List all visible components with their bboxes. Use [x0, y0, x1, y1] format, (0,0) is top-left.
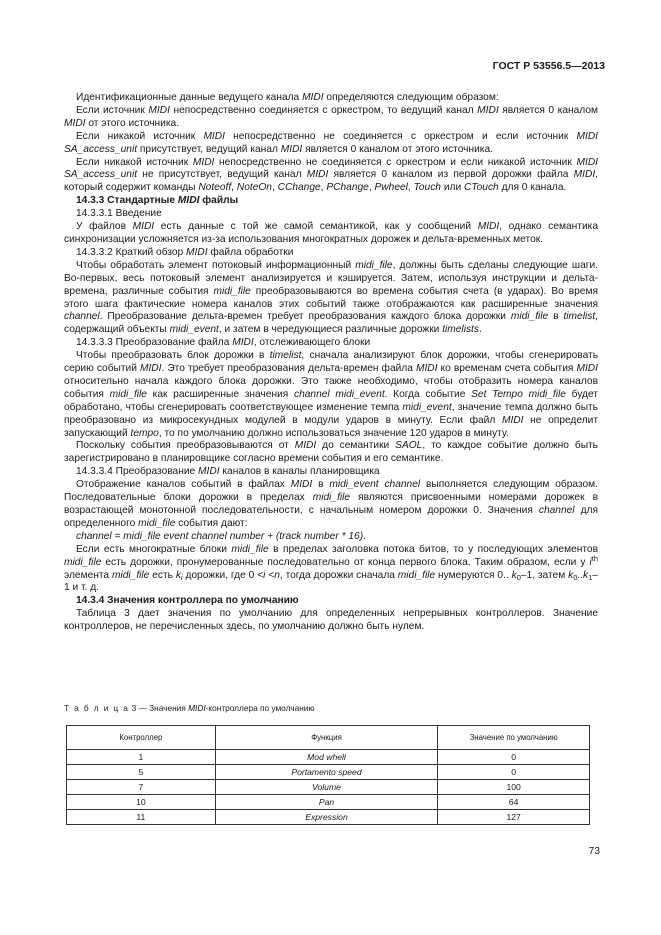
table-cell: Volume	[215, 780, 438, 795]
paragraph: Если никакой источник MIDI непосредственно не соединяется с оркестром и если никакой источник MIDI SA_access_unit не присутствует, ведущий канал MIDI является 0 каналом из первой дорожки файла MIDI, который содержит команды Noteoff, NoteOn, CChange, PChange, Pwheel, Touch или CTouch для 0 канала.	[64, 156, 599, 194]
table-cell: Mod whell	[215, 750, 438, 765]
table-cell: 64	[438, 795, 590, 810]
section-heading-14-3-3-3: 14.3.3.3 Преобразование файла MIDI, отслеживающего блоки	[76, 337, 371, 349]
table-cell: Portamento speed	[215, 765, 438, 780]
paragraph: Таблица 3 дает значения по умолчанию для определенных непрерывных контроллеров. Значение контроллеров, не перечисленных здесь, по умолчанию должно быть нулем.	[64, 608, 598, 633]
paragraph: Чтобы обработать элемент потоковый информационный midi_file, должны быть сделаны следующие шаги. Во-первых, весь потоковый элемент анализируется и кэшируется. Затем, используя инструкции и дельта-времена, различные события midi_file преобразовываются во времена события счета (в ударах). Во время этого шага фактические номера каналов этих событий также отображаются как расширенные значения channel. Преобразование дельта-времен требует преобразования каждого блока дорожки midi_file в timelist, содержащий объекты midi_event, и затем в чередующиеся различные дорожки timelists.	[64, 259, 599, 336]
table-cell: 11	[67, 810, 216, 825]
table-caption: Т а б л и ц а 3 — Значения MIDI-контроллера по умолчанию	[64, 703, 315, 713]
table-cell: Pan	[215, 795, 438, 810]
table-header-row	[67, 726, 590, 750]
paragraph: Если есть многократные блоки midi_file в пределах заголовка потока битов, то у последующих элементов midi_file есть дорожки, пронумерованные последовательно от конца первого блока. Таким образом, если у $i^{th}$ элемента midi_file есть $k_i$ дорожки, где 0 <i <n, тогда дорожки сначала midi_file нумеруются 0.. $k_0-1$, затем $k_0..k_1-1$ и т. д.	[64, 543, 599, 594]
table-row	[67, 780, 590, 795]
paragraph: Поскольку события преобразовываются от MIDI до семантики SAOL, то каждое событие должно быть зарегистрировано в планировщике согласно времени события и его семантике.	[64, 440, 598, 465]
section-heading-14-3-3: 14.3.3 Стандартные MIDI файлы	[76, 195, 239, 207]
section-heading-14-3-3-2: 14.3.3.2 Краткий обзор MIDI файла обработки	[76, 246, 294, 258]
table-row	[67, 750, 590, 765]
table-cell: 100	[438, 780, 590, 795]
table-row	[67, 810, 590, 825]
table-cell: 7	[67, 780, 216, 795]
paragraph: У файлов MIDI есть данные с той же самой семантикой, как у сообщений MIDI, однако семантика синхронизации усложняется из-за использования многократных дорожек и дельта-временных меток.	[64, 221, 598, 245]
page-number: 73	[588, 846, 600, 857]
controller-defaults-table	[66, 725, 590, 825]
document-body	[64, 92, 598, 634]
column-header: Значение по умолчанию	[438, 726, 590, 750]
table-cell: 0	[438, 750, 590, 765]
table-row	[67, 765, 590, 780]
table-cell: 5	[67, 765, 216, 780]
table-row	[67, 795, 590, 810]
paragraph: Если источник MIDI непосредственно соединяется с оркестром, то ведущий канал MIDI является 0 каналом MIDI от этого источника.	[64, 104, 599, 129]
column-header: Функция	[215, 726, 438, 750]
column-header: Контроллер	[67, 726, 216, 750]
section-heading-14-3-4: 14.3.4 Значения контроллера по умолчанию	[76, 595, 299, 607]
table-cell: 0	[438, 765, 590, 780]
paragraph: Если никакой источник MIDI непосредственно не соединяется с оркестром и если источник MIDI SA_access_unit присутствует, ведущий канал MIDI является 0 каналом от этого источника.	[64, 130, 599, 155]
section-heading-14-3-3-4: 14.3.3.4 Преобразование MIDI каналов в каналы планировщика	[76, 466, 380, 478]
table-cell: 1	[67, 750, 216, 765]
paragraph: Идентификационные данные ведущего канала MIDI определяются следующим образом:	[76, 92, 499, 103]
paragraph: Чтобы преобразовать блок дорожки в timelist, сначала анализируют блок дорожки, чтобы сгенерировать серию событий MIDI. Это требует преобразования дельта-времен файла MIDI ко временам счета события MIDI относительно начала каждого блока дорожки. Это также необходимо, чтобы отобразить номера каналов события midi_file как расширенные значения channel midi_event. Когда событие Set Tempo midi_file будет обработано, чтобы сгенерировать соответствующее изменение темпа midi_event, значение темпа должно быть преобразовано из микросекундных модулей в модули ударов в минуту. Если файл MIDI не определит запускающий tempo, то по умолчанию должно использоваться значение 120 ударов в минуту.	[64, 350, 598, 439]
paragraph: Отображение каналов событий в файлах MIDI в midi_event channel выполняется следующим образом. Последовательные блоки дорожки в пределах midi_file являются присвоенными номерами дорожек в возрастающей монотонной последовательности, с начальным номером дорожки 0. Значения channel для определенного midi_file события дают:	[64, 479, 598, 529]
table-cell: 127	[438, 810, 590, 825]
formula: channel = midi_file event channel number + (track number * 16).	[76, 530, 366, 542]
section-heading-14-3-3-1: 14.3.3.1 Введение	[76, 208, 162, 220]
table-cell: 10	[67, 795, 216, 810]
document-header: ГОСТ Р 53556.5—2013	[492, 60, 605, 72]
table-cell: Expression	[215, 810, 438, 825]
